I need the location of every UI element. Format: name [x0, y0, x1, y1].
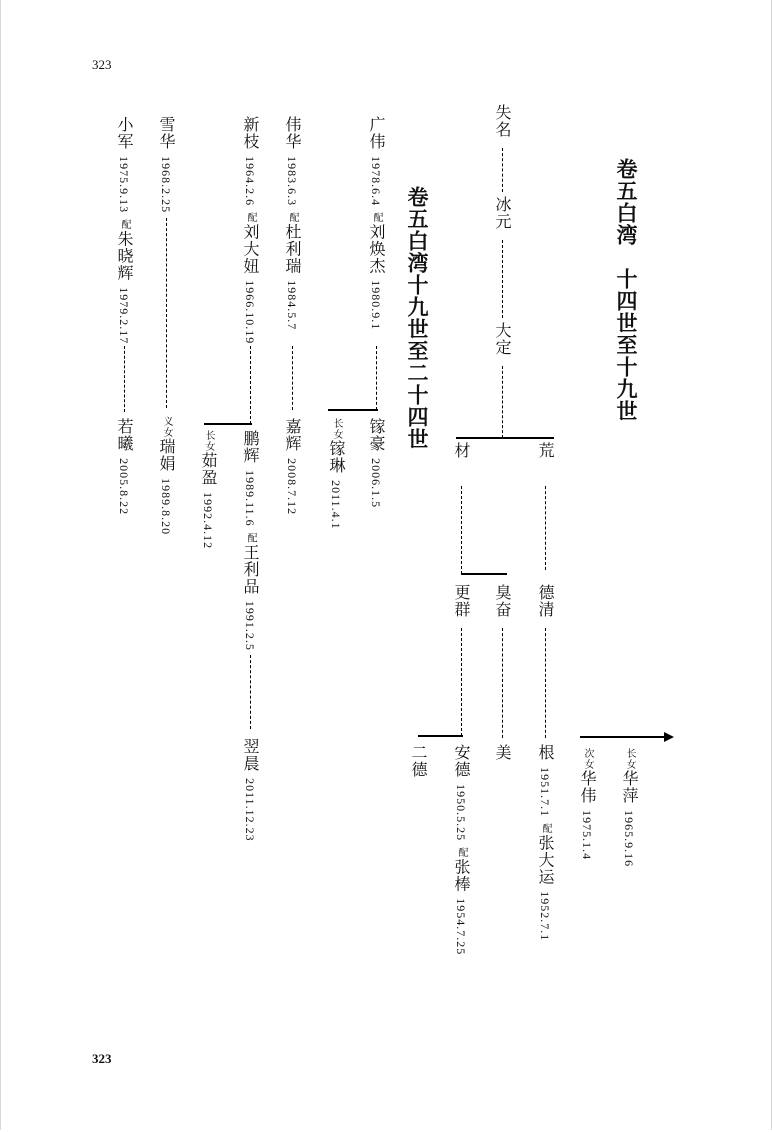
- person-jiahui: 嘉辉 2008.7.12: [283, 418, 302, 516]
- xiaojun-dash: [124, 346, 125, 412]
- branch-line-gengqun: [418, 735, 463, 737]
- person-choufen: 臭奋: [493, 584, 512, 618]
- person-yichen: 翌晨 2011.12.23: [241, 738, 260, 842]
- adopted-ruijuan: 义女瑞娟 1989.8.20: [157, 416, 176, 536]
- branch-line-guangwei: [328, 409, 378, 411]
- person-xinzhi: 新枝 1964.2.6 配刘大妞 1966.10.19: [241, 116, 260, 345]
- person-guangwei: 广伟 1978.6.4 配刘焕杰 1980.9.1: [367, 116, 386, 331]
- title-second: 卷五白湾十九世至二十四世: [405, 186, 430, 450]
- person-gen: 根 1951.7.1 配张大运 1952.7.1: [536, 744, 555, 942]
- person-huang: 荒: [536, 442, 555, 459]
- person-erde: 二德: [409, 744, 428, 778]
- daughter-ruying: 长女茹盈 1992.4.12: [199, 430, 218, 550]
- person-gengqun: 更群: [452, 584, 471, 618]
- weihua-dash: [292, 346, 293, 410]
- branch-line-gen-a: [456, 437, 554, 439]
- deqing-dash: [545, 628, 546, 738]
- person-jiahao: 镓豪 2006.1.5: [367, 418, 386, 509]
- title-main: 卷五白湾 十四世至十九世: [614, 158, 639, 422]
- person-xiaojun: 小军 1975.9.13 配朱晓辉 1979.2.17: [115, 116, 134, 345]
- chain-bingyuan: 冰元: [493, 196, 512, 230]
- daughter-huaping: 长女华萍 1965.9.16: [620, 748, 639, 868]
- chain-dash-2: [502, 240, 503, 318]
- xinzhi-dash: [250, 346, 251, 424]
- huang-dash: [545, 486, 546, 570]
- page-number-top: 323: [92, 57, 112, 72]
- guangwei-dash: [376, 346, 377, 410]
- continuation-arrow-head: [664, 732, 674, 742]
- chain-dading: 大定: [493, 322, 512, 356]
- branch-line-cai: [461, 573, 507, 575]
- person-penghui: 鹏辉 1989.11.6 配王利品 1991.2.5: [241, 430, 260, 651]
- person-xuehua: 雪华 1968.2.25: [157, 116, 176, 214]
- daughter-jialin: 长女镓琳 2011.4.1: [327, 418, 346, 530]
- page-number-bottom: 323: [92, 1051, 112, 1066]
- xuehua-dash: [166, 218, 167, 408]
- chain-dash-3: [502, 366, 503, 438]
- person-ande: 安德 1950.5.25 配张棒 1954.7.25: [452, 744, 471, 956]
- continuation-arrow-line: [580, 736, 666, 738]
- penghui-dash: [250, 655, 251, 729]
- cai-dash: [461, 486, 462, 574]
- person-cai: 材: [452, 442, 471, 459]
- person-ruoxi: 若曦 2005.8.22: [115, 418, 134, 516]
- person-weihua: 伟华 1983.6.3 配杜利瑞 1984.5.7: [283, 116, 302, 331]
- person-mei: 美: [493, 744, 512, 761]
- daughter-huawei: 次女华伟 1975.1.4: [578, 748, 597, 861]
- gengqun-dash: [461, 628, 462, 736]
- chain-dash-1: [502, 148, 503, 192]
- branch-line-xinzhi: [204, 423, 252, 425]
- person-deqing: 德清: [536, 584, 555, 618]
- chain-shiming: 失名: [493, 104, 512, 138]
- choufen-dash: [502, 628, 503, 738]
